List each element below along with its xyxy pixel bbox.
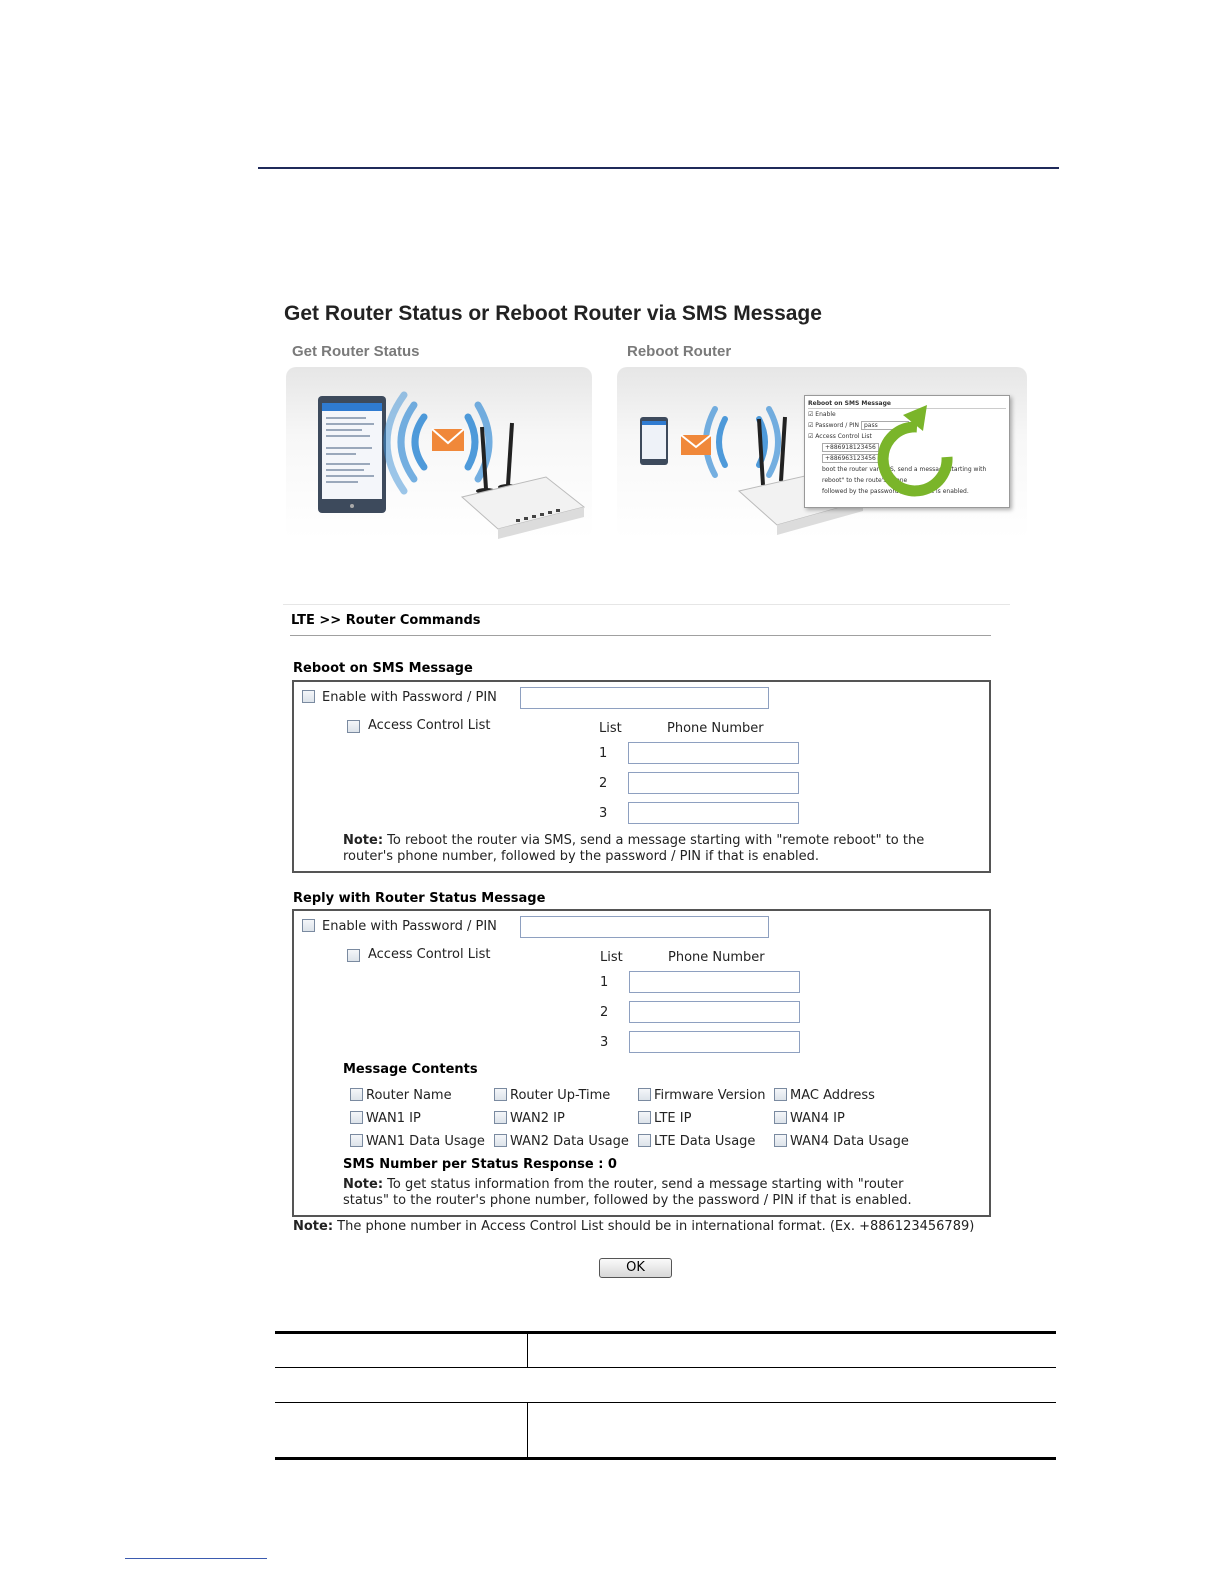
reboot-illustration: [617, 367, 1027, 539]
message-contents-title: Message Contents: [343, 1062, 478, 1077]
status-section-title: Reply with Router Status Message: [293, 891, 546, 906]
wan4-data-usage-checkbox[interactable]: [774, 1134, 787, 1147]
sms-number-per-response: SMS Number per Status Response : 0: [343, 1157, 617, 1172]
get-status-caption: Get Router Status: [292, 343, 420, 360]
status-note: Note: To get status information from the router, send a message starting with "router status" to the router's phone number, followed by the password / PIN if that is enabled.: [343, 1177, 912, 1208]
reboot-form-thumbnail: Reboot on SMS Message ☑ Enable ☑ Password / PIN pass ☑ Access Control List +886918123456 +886963123456 boot the router var SMS, send a message starting with reboot" to the route's phone followed by the password / PIN if that is enabled.: [804, 395, 1010, 508]
reboot-row-1-label: 1: [599, 746, 608, 761]
wan1-data-usage-label: WAN1 Data Usage: [366, 1134, 485, 1149]
smartphone-icon: [318, 396, 386, 513]
reboot-acl-checkbox[interactable]: [347, 720, 360, 733]
router-uptime-label: Router Up-Time: [510, 1088, 611, 1103]
envelope-icon: [681, 435, 711, 455]
illustration-title: Get Router Status or Reboot Router via SMS Message: [284, 302, 822, 325]
status-row-2-label: 2: [600, 1005, 609, 1020]
router-uptime-checkbox[interactable]: [494, 1088, 507, 1101]
firmware-version-checkbox[interactable]: [638, 1088, 651, 1101]
signal-waves-icon: [706, 409, 778, 475]
wan1-ip-label: WAN1 IP: [366, 1111, 421, 1126]
status-row-1-label: 1: [600, 975, 609, 990]
wan4-ip-checkbox[interactable]: [774, 1111, 787, 1124]
status-acl-label: Access Control List: [368, 947, 491, 962]
wan4-data-usage-label: WAN4 Data Usage: [790, 1134, 909, 1149]
lte-ip-label: LTE IP: [654, 1111, 692, 1126]
table-top-border: [275, 1331, 1056, 1334]
wan1-ip-checkbox[interactable]: [350, 1111, 363, 1124]
reboot-row-3-label: 3: [599, 806, 608, 821]
reboot-password-input[interactable]: [520, 687, 769, 709]
reboot-phone-2-input[interactable]: [628, 772, 799, 794]
table-row-divider: [275, 1367, 1056, 1368]
mac-address-checkbox[interactable]: [774, 1088, 787, 1101]
router-name-checkbox[interactable]: [350, 1088, 363, 1101]
status-phone-2-input[interactable]: [629, 1001, 800, 1023]
status-acl-checkbox[interactable]: [347, 949, 360, 962]
status-phone-1-input[interactable]: [629, 971, 800, 993]
ui-top-divider: [283, 604, 1010, 605]
wan2-ip-label: WAN2 IP: [510, 1111, 565, 1126]
table-bottom-border: [275, 1457, 1056, 1460]
status-enable-checkbox[interactable]: [302, 919, 315, 932]
mac-address-label: MAC Address: [790, 1088, 875, 1103]
reboot-caption: Reboot Router: [627, 343, 732, 360]
table-column-divider: [527, 1333, 528, 1367]
reboot-acl-label: Access Control List: [368, 718, 491, 733]
wan2-ip-checkbox[interactable]: [494, 1111, 507, 1124]
wan4-ip-label: WAN4 IP: [790, 1111, 845, 1126]
wan2-data-usage-label: WAN2 Data Usage: [510, 1134, 629, 1149]
ok-button[interactable]: OK: [599, 1258, 672, 1278]
envelope-icon: [432, 429, 464, 451]
lte-data-usage-label: LTE Data Usage: [654, 1134, 756, 1149]
table-row-divider: [275, 1402, 1056, 1403]
router-name-label: Router Name: [366, 1088, 452, 1103]
wan1-data-usage-checkbox[interactable]: [350, 1134, 363, 1147]
lte-ip-checkbox[interactable]: [638, 1111, 651, 1124]
table-column-divider: [527, 1403, 528, 1458]
status-phone-header: Phone Number: [668, 950, 765, 965]
breadcrumb: LTE >> Router Commands: [291, 613, 481, 628]
lte-data-usage-checkbox[interactable]: [638, 1134, 651, 1147]
header-rule: [258, 167, 1059, 169]
get-status-illustration: [286, 367, 592, 539]
reboot-section-title: Reboot on SMS Message: [293, 661, 473, 676]
footer-note: Note: The phone number in Access Control List should be in international format. (Ex. +886123456789): [293, 1219, 975, 1234]
reboot-enable-label: Enable with Password / PIN: [322, 690, 497, 705]
reboot-note: Note: To reboot the router via SMS, send a message starting with "remote reboot" to the router's phone number, followed by the password / PIN if that is enabled.: [343, 833, 925, 864]
reboot-enable-checkbox[interactable]: [302, 690, 315, 703]
status-row-3-label: 3: [600, 1035, 609, 1050]
firmware-version-label: Firmware Version: [654, 1088, 766, 1103]
status-list-header: List: [600, 950, 623, 965]
status-enable-label: Enable with Password / PIN: [322, 919, 497, 934]
reboot-phone-1-input[interactable]: [628, 742, 799, 764]
wan2-data-usage-checkbox[interactable]: [494, 1134, 507, 1147]
footer-link-underline: [125, 1558, 267, 1559]
reboot-row-2-label: 2: [599, 776, 608, 791]
smartphone-icon: [640, 417, 668, 465]
breadcrumb-divider: [290, 635, 991, 636]
status-phone-3-input[interactable]: [629, 1031, 800, 1053]
reboot-phone-header: Phone Number: [667, 721, 764, 736]
reboot-phone-3-input[interactable]: [628, 802, 799, 824]
status-password-input[interactable]: [520, 916, 769, 938]
reboot-list-header: List: [599, 721, 622, 736]
